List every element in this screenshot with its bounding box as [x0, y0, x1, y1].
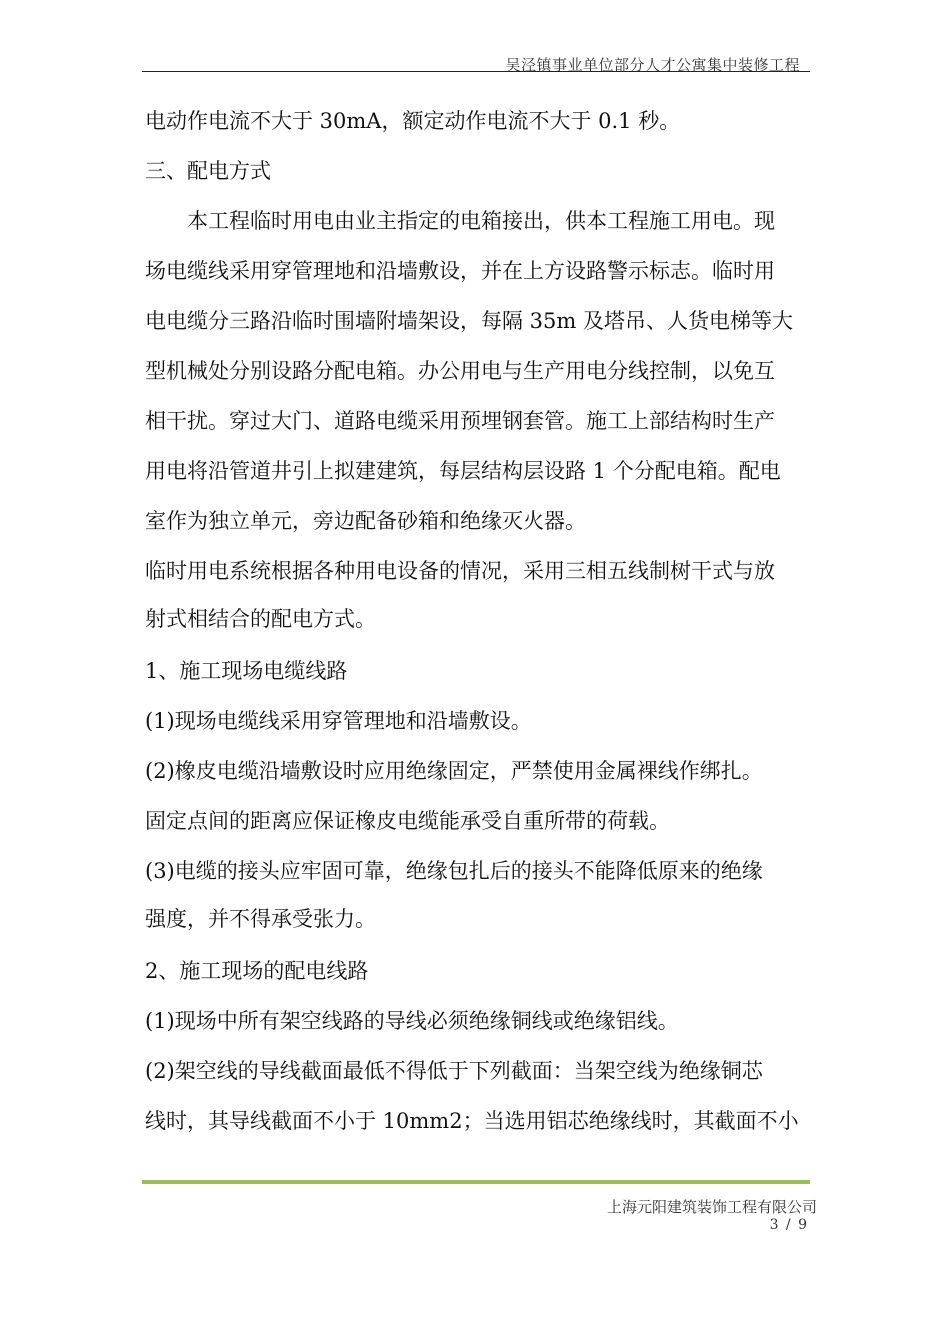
body-line: 固定点间的距离应保证橡皮电缆能承受自重所带的荷载。 — [145, 809, 670, 833]
body-line: 射式相结合的配电方式。 — [145, 607, 376, 631]
subsection-heading: 2、施工现场的配电线路 — [145, 959, 369, 983]
body-line: 强度，并不得承受张力。 — [145, 907, 376, 931]
header-divider — [142, 71, 810, 72]
subsection-heading: 1、施工现场电缆线路 — [145, 659, 348, 683]
footer-company: 上海元阳建筑装饰工程有限公司 — [606, 1198, 817, 1216]
body-line: (1)现场中所有架空线路的导线必须绝缘铜线或绝缘铝线。 — [145, 1009, 679, 1033]
body-line: 用电将沿管道井引上拟建建筑，每层结构层设路 1 个分配电箱。配电 — [145, 459, 781, 483]
body-line: 电电缆分三路沿临时围墙附墙架设，每隔 35m 及塔吊、人货电梯等大 — [145, 309, 793, 333]
body-line: 室作为独立单元，旁边配备砂箱和绝缘灭火器。 — [145, 509, 586, 533]
body-line: 临时用电系统根据各种用电设备的情况，采用三相五线制树干式与放 — [145, 559, 775, 583]
body-line: 线时，其导线截面不小于 10mm2；当选用铝芯绝缘线时，其截面不小 — [145, 1109, 799, 1133]
header-title: 吴泾镇事业单位部分人才公寓集中装修工程 — [505, 56, 800, 74]
body-line: (2)橡皮电缆沿墙敷设时应用绝缘固定，严禁使用金属裸线作绑扎。 — [145, 759, 763, 783]
body-line: 相干扰。穿过大门、道路电缆采用预埋钢套管。施工上部结构时生产 — [145, 409, 775, 433]
body-line: 本工程临时用电由业主指定的电箱接出，供本工程施工用电。现 — [145, 209, 775, 233]
page-number: 3 / 9 — [769, 1217, 807, 1233]
footer-divider — [142, 1180, 810, 1184]
body-line: (1)现场电缆线采用穿管理地和沿墙敷设。 — [145, 709, 532, 733]
body-line: 场电缆线采用穿管理地和沿墙敷设，并在上方设路警示标志。临时用 — [145, 259, 775, 283]
body-line: 电动作电流不大于 30mA，额定动作电流不大于 0.1 秒。 — [145, 109, 681, 133]
body-line: (2)架空线的导线截面最低不得低于下列截面：当架空线为绝缘铜芯 — [145, 1059, 763, 1083]
section-heading: 三、配电方式 — [145, 159, 271, 183]
body-line: (3)电缆的接头应牢固可靠，绝缘包扎后的接头不能降低原来的绝缘 — [145, 859, 763, 883]
body-line: 型机械处分别设路分配电箱。办公用电与生产用电分线控制，以免互 — [145, 359, 775, 383]
